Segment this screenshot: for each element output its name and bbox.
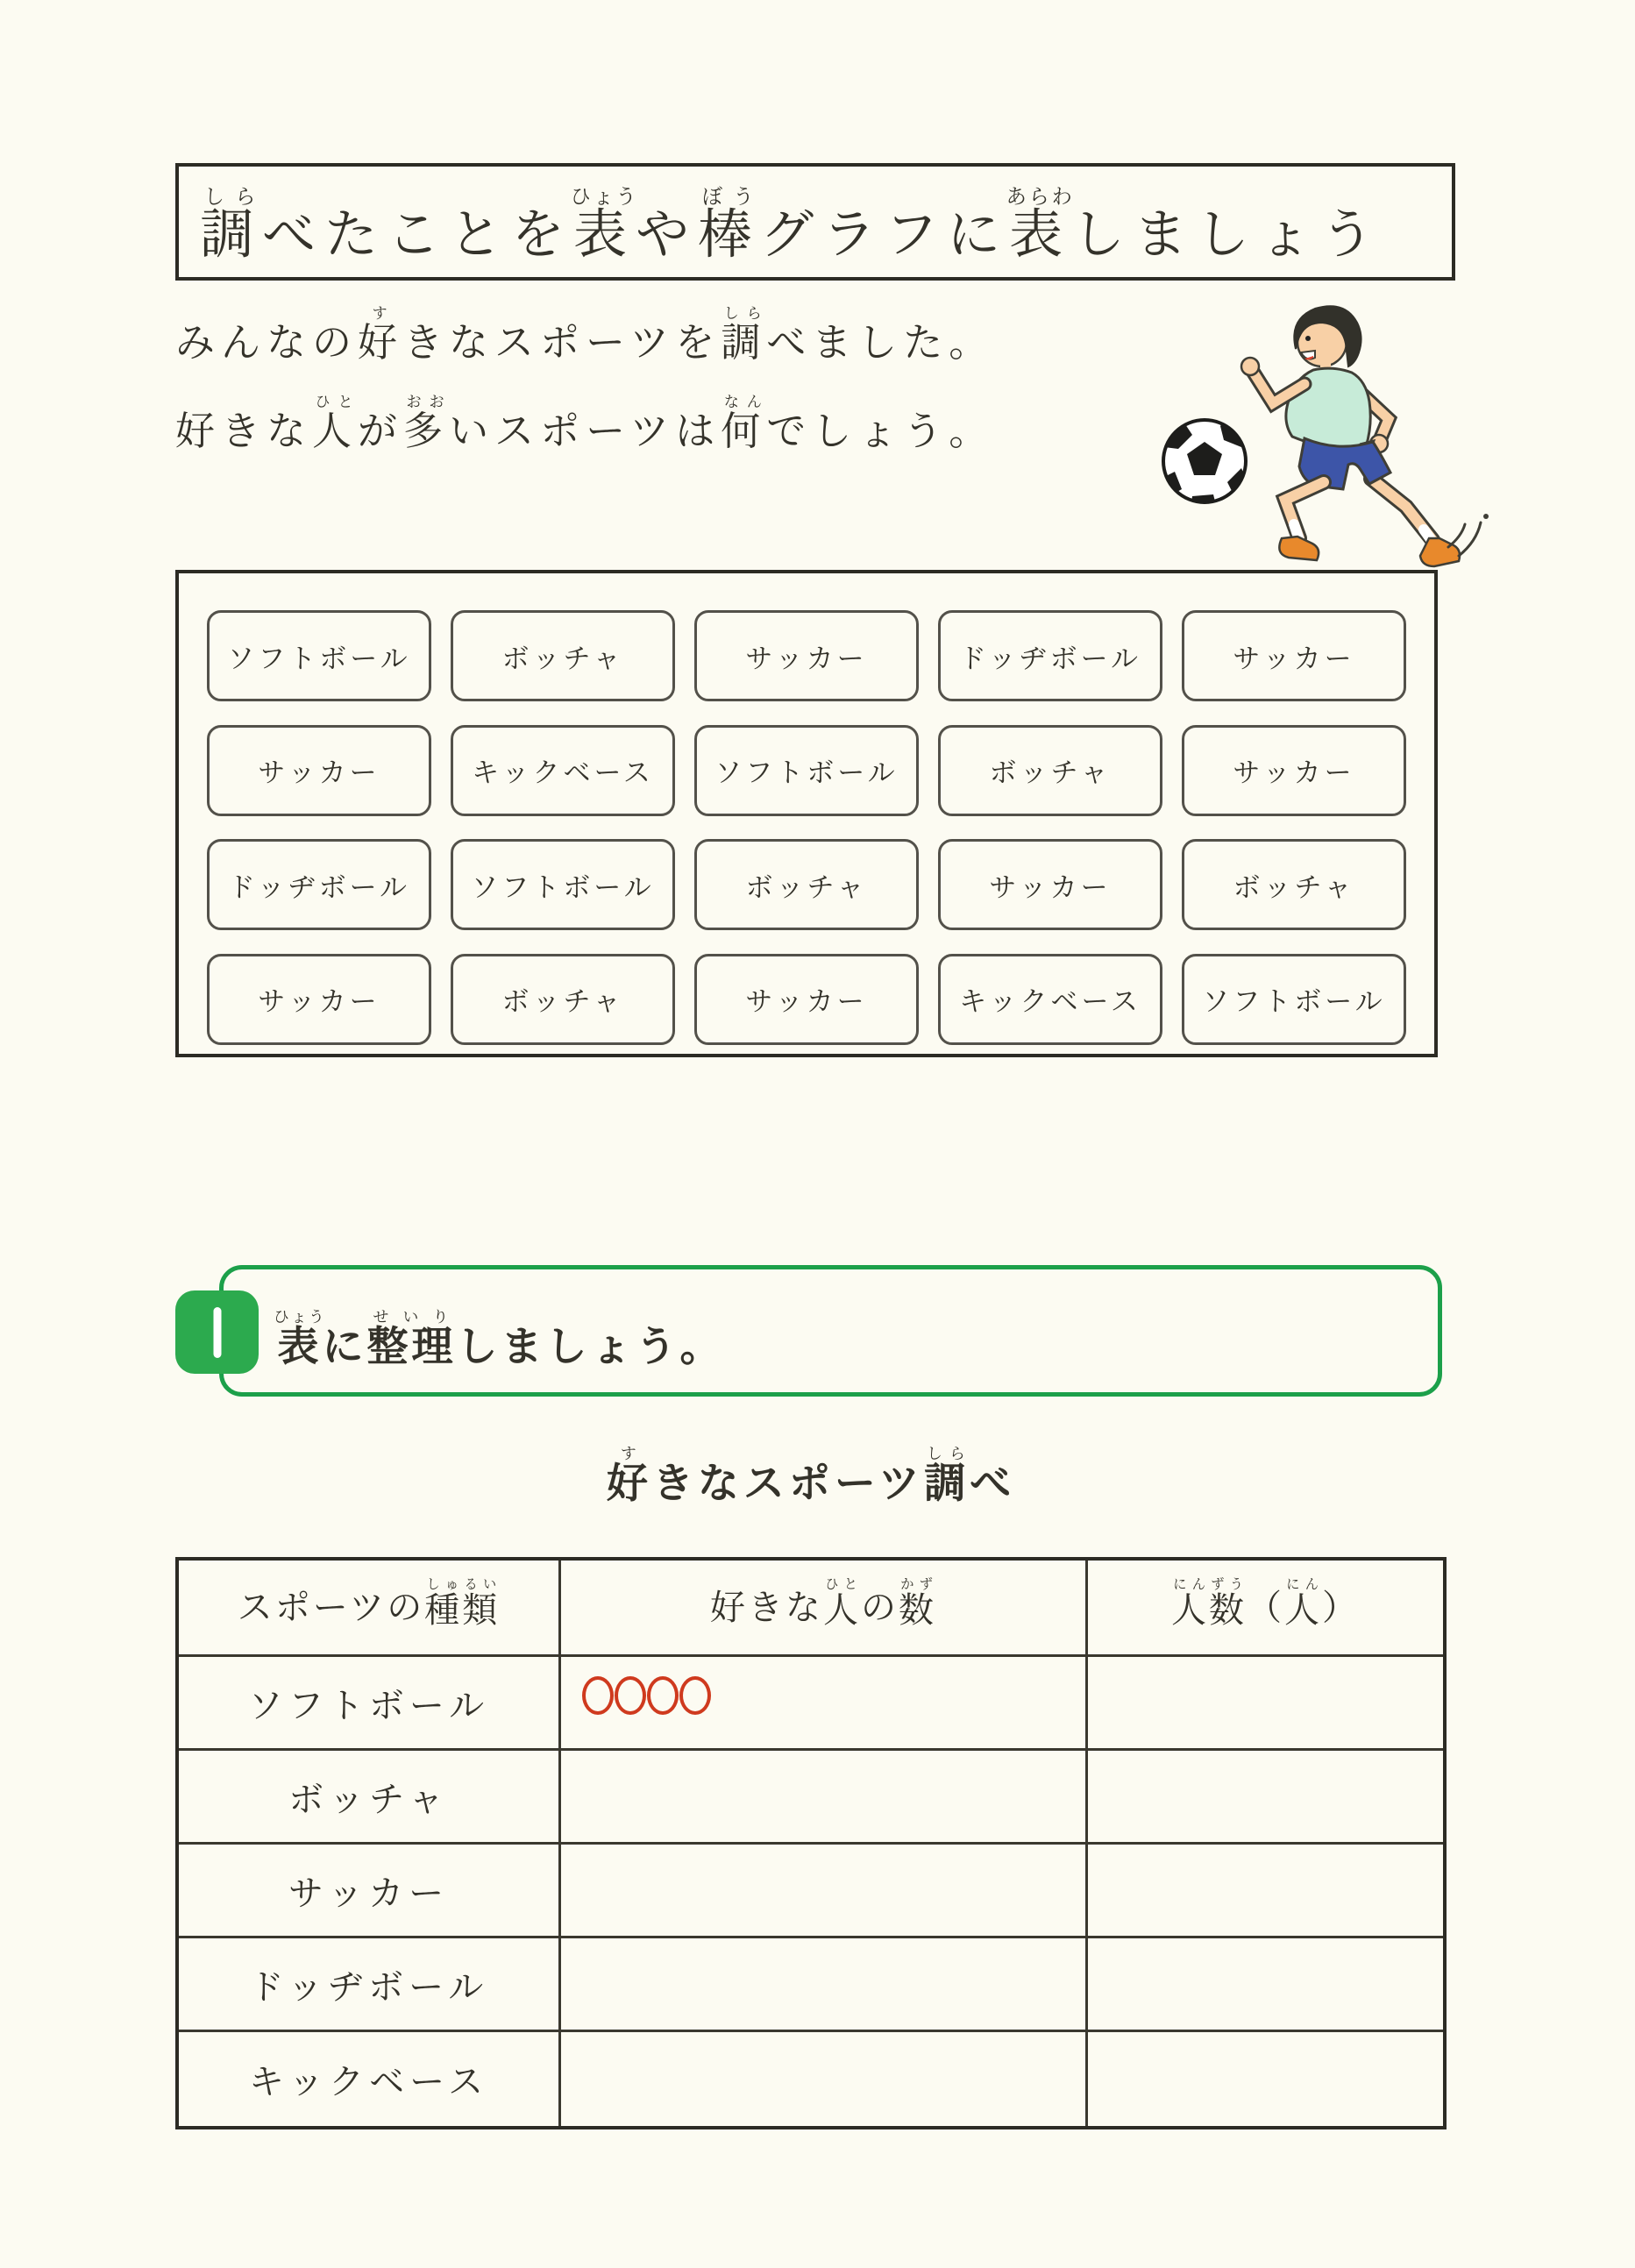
sport-card: サッカー <box>207 725 431 816</box>
card-row <box>207 725 1406 816</box>
count-cell <box>1088 1751 1443 1845</box>
sport-card: ソフトボール <box>694 725 919 816</box>
sport-card: ソフトボール <box>1182 954 1406 1045</box>
page-title-text: 調しらべたことを表ひょうや棒ぼうグラフに表あらわしましょう <box>200 186 1383 265</box>
sport-name-cell: ソフトボール <box>179 1657 561 1751</box>
intro-line-1: みんなの好すきなスポーツを調しらべました。 <box>175 305 995 365</box>
sport-card: キックベース <box>938 954 1162 1045</box>
card-row <box>207 954 1406 1045</box>
count-cell <box>1088 1845 1443 1938</box>
sport-card: サッカー <box>694 954 919 1045</box>
tally-circle <box>679 1676 711 1715</box>
sport-card: ドッヂボール <box>207 839 431 930</box>
count-cell <box>1088 2032 1443 2126</box>
sport-card: サッカー <box>1182 610 1406 701</box>
page-title <box>175 163 1455 281</box>
sport-card: サッカー <box>1182 725 1406 816</box>
sport-card: ソフトボール <box>451 839 675 930</box>
tally-cell <box>561 1938 1088 2032</box>
sport-name-cell: ドッヂボール <box>179 1938 561 2032</box>
sport-card: ボッチャ <box>694 839 919 930</box>
sport-card: サッカー <box>207 954 431 1045</box>
tally-circle <box>582 1676 614 1715</box>
tally-cell <box>561 1845 1088 1938</box>
survey-cards-grid <box>175 570 1438 1057</box>
table-title-text: 好すきなスポーツ調しらべ <box>606 1445 1016 1507</box>
table-header-tally: 好きな 人ひと の 数かず <box>561 1561 1088 1657</box>
table-title <box>0 1445 1622 1510</box>
soccer-ball-icon <box>1161 419 1250 510</box>
section-1-number-badge <box>175 1290 259 1374</box>
tally-circle <box>647 1676 679 1715</box>
intro-line-2: 好きな人ひとが多おおいスポーツは何なんでしょう。 <box>175 394 995 453</box>
sport-card: ボッチャ <box>1182 839 1406 930</box>
survey-table <box>175 1557 1447 2129</box>
sport-card: キックベース <box>451 725 675 816</box>
section-1-heading-text: 表ひょうに整理せいりしましょう。 <box>274 1308 725 1370</box>
card-row <box>207 610 1406 701</box>
tally-cell <box>561 1657 1088 1751</box>
running-boy-illustration <box>1150 279 1501 575</box>
sport-card: ボッチャ <box>451 610 675 701</box>
intro-text <box>175 305 994 482</box>
section-1-heading <box>274 1280 725 1385</box>
count-cell <box>1088 1938 1443 2032</box>
section-number-bar <box>213 1307 221 1358</box>
tally-cell <box>561 1751 1088 1845</box>
sport-name-cell: サッカー <box>179 1845 561 1938</box>
sport-card: サッカー <box>938 839 1162 930</box>
card-row <box>207 839 1406 930</box>
sport-card: サッカー <box>694 610 919 701</box>
table-header-count: 人数にんずう （ 人にん ） <box>1088 1561 1443 1657</box>
sport-name-cell: ボッチャ <box>179 1751 561 1845</box>
running-boy <box>1241 306 1489 566</box>
sport-card: ボッチャ <box>938 725 1162 816</box>
tally-cell <box>561 2032 1088 2126</box>
sport-card: ボッチャ <box>451 954 675 1045</box>
sport-card: ドッヂボール <box>938 610 1162 701</box>
count-cell <box>1088 1657 1443 1751</box>
tally-circle <box>615 1676 646 1715</box>
sport-name-cell: キックベース <box>179 2032 561 2126</box>
sport-card: ソフトボール <box>207 610 431 701</box>
table-header-sport-type: スポーツの 種類しゅるい <box>179 1561 561 1657</box>
